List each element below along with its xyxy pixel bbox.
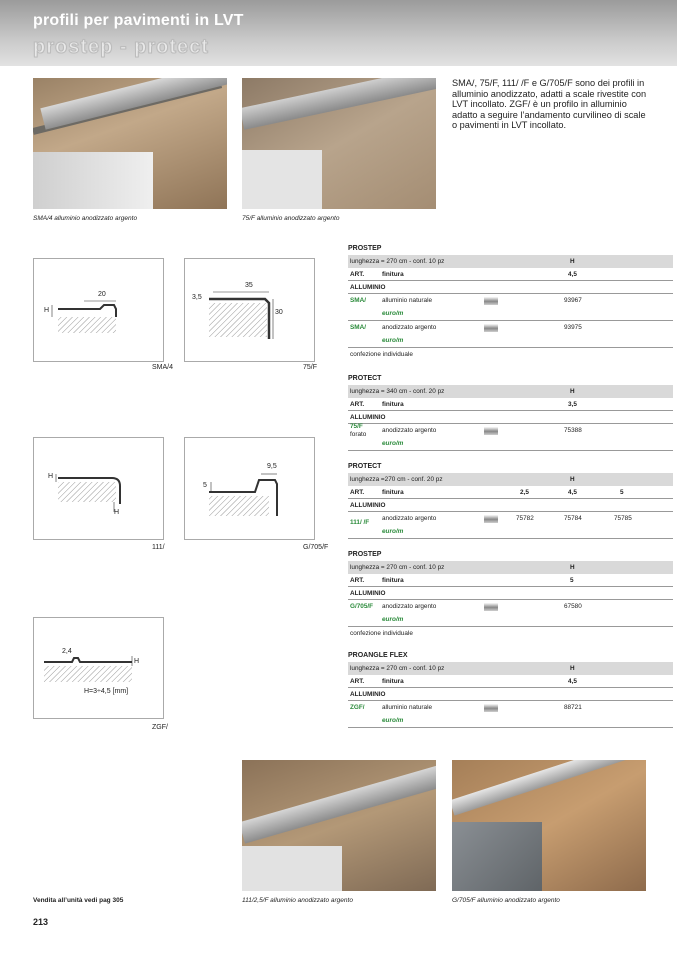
material-row: ALLUMINIO (348, 587, 673, 600)
drawing-zgf (33, 617, 164, 719)
color-swatch (484, 324, 498, 332)
drawing-label: 75/F (303, 364, 318, 371)
table-row: SMA/ anodizzato argento 93975 euro/m (348, 321, 673, 348)
page-number: 213 (33, 917, 49, 927)
dim-label: 20 (98, 291, 106, 298)
page-title: profili per pavimenti in LVT (33, 12, 244, 29)
drawing-75f (184, 258, 315, 362)
profile-drawing (185, 259, 314, 361)
table-proangle-flex (348, 649, 673, 728)
table-title: PROANGLE FLEX (348, 652, 408, 659)
table-header-row: ART. finitura 3,5 (348, 398, 673, 411)
dim-label: 3,5 (192, 294, 202, 301)
profile-drawing (34, 259, 163, 361)
table-title: PROTECT (348, 375, 382, 382)
photo-75f (242, 78, 436, 209)
dim-label: 2,4 (62, 648, 72, 655)
table-header-row: lunghezza =270 cm - conf. 20 pz H (348, 473, 673, 486)
table-header-row: lunghezza = 270 cm - conf. 10 pz H (348, 255, 673, 268)
table-header-row: lunghezza = 270 cm - conf. 10 pz H (348, 662, 673, 675)
table-row: 75/F forato anodizzato argento 75388 euro/m (348, 424, 673, 451)
dim-label: H (134, 658, 140, 665)
photo-g705f (452, 760, 646, 891)
photo-caption: G/705/F alluminio anodizzato argento (452, 897, 560, 904)
page-subtitle: prostep - protect (33, 36, 209, 58)
page-header (0, 0, 677, 66)
table-header-row: lunghezza = 270 cm - conf. 10 pz H (348, 561, 673, 574)
dim-label: H (44, 307, 50, 314)
photo-caption: 111/2,5/F alluminio anodizzato argento (242, 897, 353, 904)
table-prostep-g705 (348, 548, 673, 641)
table-prostep-sma (348, 242, 673, 362)
dim-label: H (114, 509, 120, 516)
material-row: ALLUMINIO (348, 688, 673, 701)
drawing-sma4 (33, 258, 164, 362)
dim-label: 9,5 (267, 463, 277, 470)
dim-label: 5 (203, 482, 207, 489)
drawing-label: ZGF/ (152, 724, 168, 731)
drawing-label: G/705/F (303, 544, 329, 551)
table-protect-111 (348, 460, 673, 539)
table-header-row: lunghezza = 340 cm - conf. 20 pz H (348, 385, 673, 398)
table-header-row: ART. finitura 4,5 (348, 675, 673, 688)
table-row: SMA/ alluminio naturale 93967 euro/m (348, 294, 673, 321)
table-row: G/705/F anodizzato argento 67580 euro/m (348, 600, 673, 627)
profile-drawing (34, 438, 163, 539)
color-swatch (484, 297, 498, 305)
table-title: PROSTEP (348, 551, 382, 558)
drawing-111 (33, 437, 164, 540)
drawing-label: 111/ (152, 544, 165, 551)
drawing-label: SMA/4 (152, 364, 174, 371)
color-swatch (484, 704, 498, 712)
photo-sma4 (33, 78, 227, 209)
table-title: PROSTEP (348, 245, 382, 252)
table-title: PROTECT (348, 463, 382, 470)
dim-label: H (48, 473, 54, 480)
table-protect-75f (348, 372, 673, 451)
color-swatch (484, 603, 498, 611)
color-swatch (484, 427, 498, 435)
material-row: ALLUMINIO (348, 499, 673, 512)
dim-label: 30 (275, 309, 283, 316)
photo-caption: SMA/4 alluminio anodizzato argento (33, 215, 138, 222)
photo-111 (242, 760, 436, 891)
material-row: ALLUMINIO (348, 281, 673, 294)
table-note: confezione individuale (350, 630, 413, 637)
sales-note: Vendita all’unità vedi pag 305 (33, 897, 124, 904)
table-row: ZGF/ alluminio naturale 88721 euro/m (348, 701, 673, 728)
material-row: ALLUMINIO (348, 411, 673, 424)
formula: H=3÷4,5 [mm] (84, 688, 129, 695)
intro-text: SMA/, 75/F, 111/ /F e G/705/F sono dei profili in alluminio anodizzato, adatti a scale rivestite con LVT incollato. ZGF/ è un profilo in alluminio adatto a seguire l’andamento curvilineo di scale o pavimenti in LVT incollato. (452, 78, 647, 131)
table-header-row: ART. finitura 4,5 (348, 268, 673, 281)
table-header-row: ART. finitura 5 (348, 574, 673, 587)
color-swatch (484, 515, 498, 523)
photo-caption: 75/F alluminio anodizzato argento (242, 215, 340, 222)
table-row: 111/ /F anodizzato argento 75782 75784 75785 euro/m (348, 512, 673, 539)
table-note: confezione individuale (350, 351, 413, 358)
profile-drawing (34, 618, 163, 718)
dim-label: 35 (245, 282, 253, 289)
drawing-g705f (184, 437, 315, 540)
table-header-row: ART. finitura 2,5 4,5 5 (348, 486, 673, 499)
